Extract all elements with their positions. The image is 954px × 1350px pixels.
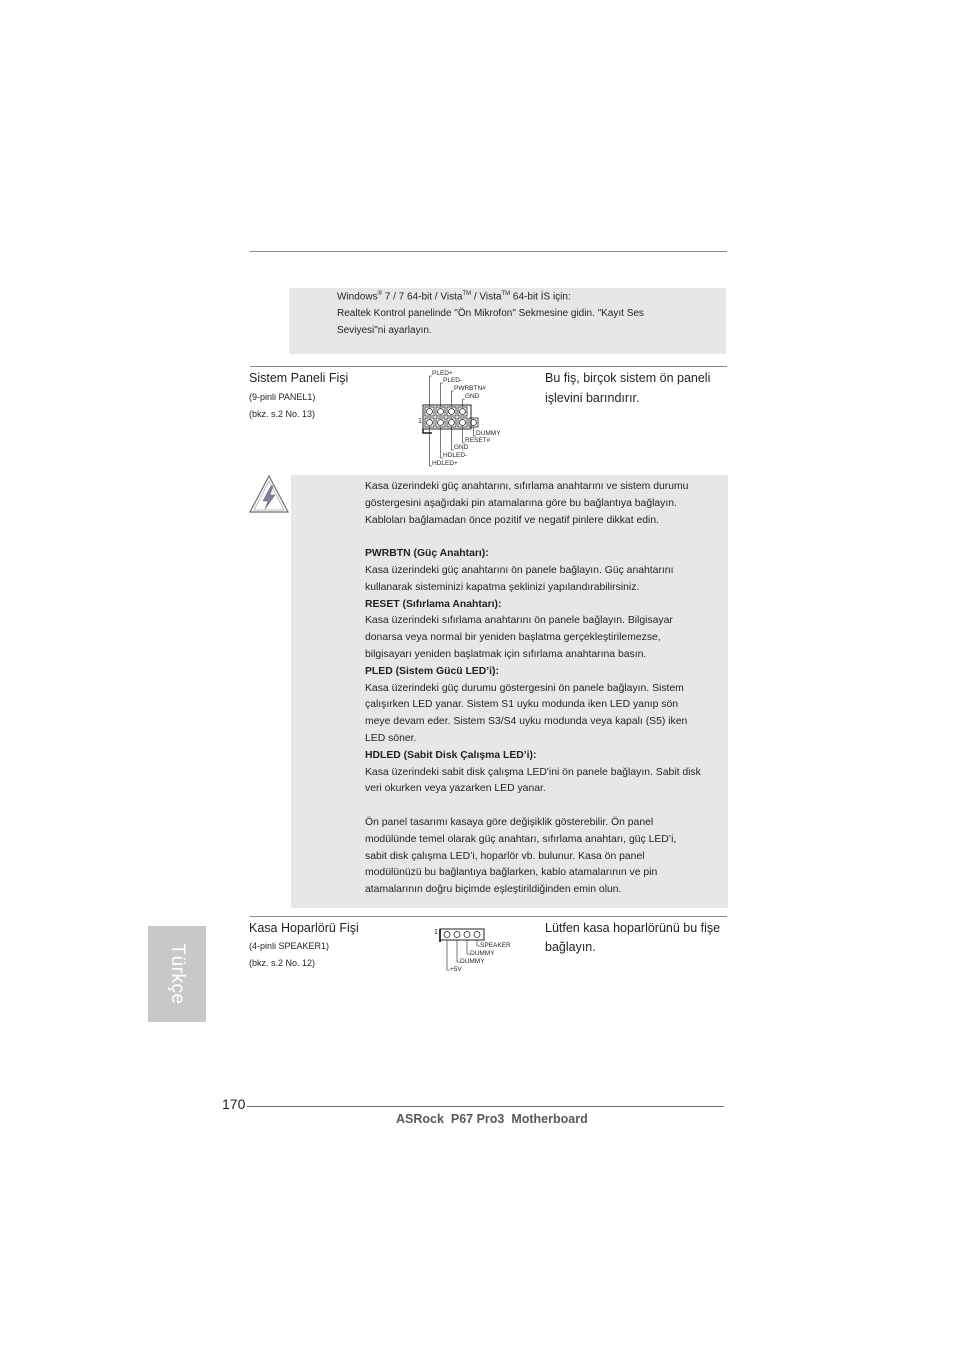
panel-header-subtitle: (9-pinli PANEL1) bbox=[249, 392, 316, 402]
reset-line: bilgisayarı yeniden başlatmak için sıfırlama anahtarına basın. bbox=[365, 648, 647, 660]
panel1-pin-label-hdled-minus: HDLED- bbox=[443, 452, 468, 459]
hdled-line: Kasa üzerindeki sabit disk çalışma LED'ini ön panele bağlayın. Sabit disk bbox=[365, 766, 701, 778]
reset-line: donarsa veya normal bir yeniden başlatma gerçekleştirilemezse, bbox=[365, 632, 661, 644]
panel-header-desc-2: işlevini barındırır. bbox=[545, 391, 640, 405]
hdled-heading: HDLED (Sabit Disk Çalışma LED’i): bbox=[365, 749, 537, 761]
speaker1-pin-label-5v: +5V bbox=[450, 966, 462, 973]
warning-intro-line: göstergesini aşağıdaki pin atamalarına göre bu bağlantıya bağlayın. bbox=[365, 497, 677, 509]
warning-text bbox=[365, 479, 730, 899]
note-line-3: Seviyesi"ni ayarlayın. bbox=[337, 325, 432, 336]
pled-line: LED söner. bbox=[365, 732, 417, 744]
language-tab-label: Türkçe bbox=[167, 943, 188, 1005]
note-line-2: Realtek Kontrol panelinde "Ön Mikrofon" Sekmesine gidin. "Kayıt Ses bbox=[337, 308, 644, 319]
panel1-pin-label-pwrbtn: PWRBTN# bbox=[454, 385, 486, 392]
warning-icon bbox=[248, 474, 290, 514]
speaker-header-ref: (bkz. s.2 No. 12) bbox=[249, 958, 316, 968]
panel-header-ref: (bkz. s.2 No. 13) bbox=[249, 409, 316, 419]
closing-line: sabit disk çalışma LED’i, hoparlör vb. bulunur. Kasa ön panel bbox=[365, 850, 645, 862]
footer-product-name: ASRock P67 Pro3 Motherboard bbox=[396, 1112, 588, 1126]
panel1-pin-one-marker: 1 bbox=[418, 418, 422, 425]
speaker-header-desc-2: bağlayın. bbox=[545, 940, 596, 954]
panel1-pin-label-pled-minus: PLED- bbox=[443, 377, 463, 384]
note-line-1: Windows® 7 / 7 64-bit / Vista™ / Vista™ 64-bit İS için: bbox=[337, 291, 571, 303]
pwrbtn-line: Kasa üzerindeki güç anahtarını ön panele bağlayın. Güç anahtarını bbox=[365, 564, 674, 576]
speaker1-pin-label-dummy-1: DUMMY bbox=[470, 950, 495, 957]
closing-line: modülünde temel olarak güç anahtarı, sıfırlama anahtarı, güç LED’i, bbox=[365, 833, 677, 845]
panel-header-title: Sistem Paneli Fişi bbox=[249, 371, 349, 385]
panel1-pin-svg bbox=[418, 368, 518, 472]
panel1-pin-label-gnd-top: GND bbox=[465, 393, 480, 400]
speaker1-pin-label-speaker: SPEAKER bbox=[480, 942, 511, 949]
closing-line: atamalarının doğru biçimde eşleştirildiğinden emin olun. bbox=[365, 884, 622, 896]
speaker1-pin-diagram bbox=[434, 926, 514, 976]
panel-header-desc-1: Bu fiş, birçok sistem ön paneli bbox=[545, 371, 711, 385]
warning-intro-line: Kasa üzerindeki güç anahtarını, sıfırlama anahtarını ve sistem durumu bbox=[365, 481, 689, 492]
speaker-header-title: Kasa Hoparlörü Fişi bbox=[249, 921, 359, 935]
speaker1-pin-one-marker: 1 bbox=[434, 929, 438, 936]
speaker-header-subtitle: (4-pinli SPEAKER1) bbox=[249, 941, 330, 951]
panel1-pin-label-dummy: DUMMY bbox=[476, 430, 501, 437]
speaker-header-desc-1: Lütfen kasa hoparlörünü bu fişe bbox=[545, 921, 721, 935]
panel-section-rule bbox=[250, 366, 727, 367]
panel1-pin-label-pled-plus: PLED+ bbox=[432, 370, 453, 377]
warning-intro-line: Kabloları bağlamadan önce pozitif ve negatif pinlere dikkat edin. bbox=[365, 514, 660, 526]
pled-line: Kasa üzerindeki güç durumu göstergesini ön panele bağlayın. Sistem bbox=[365, 682, 684, 694]
closing-line: Ön panel tasarımı kasaya göre değişiklik gösterebilir. Ön panel bbox=[365, 816, 654, 828]
pled-line: çalışırken LED yanar. Sistem S1 uyku modunda iken LED yanıp sön bbox=[365, 699, 679, 711]
language-tab bbox=[148, 926, 206, 1022]
pled-heading: PLED (Sistem Gücü LED’i): bbox=[365, 665, 499, 677]
reset-heading: RESET (Sıfırlama Anahtarı): bbox=[365, 598, 502, 610]
speaker-section-rule bbox=[250, 916, 727, 917]
speaker1-pin-label-dummy-2: DUMMY bbox=[460, 958, 485, 965]
panel1-pin-label-hdled-plus: HDLED+ bbox=[432, 460, 458, 467]
panel1-pin-diagram bbox=[418, 368, 518, 472]
panel1-pin-label-gnd-bottom: GND bbox=[454, 444, 469, 451]
pled-line: meye devam eder. Sistem S3/S4 uyku modunda veya kapalı (S5) iken bbox=[365, 716, 688, 728]
top-rule bbox=[250, 251, 727, 252]
pwrbtn-line: kullanarak sisteminizi kapatma şeklinizi yapılandırabilirsiniz. bbox=[365, 581, 640, 593]
panel1-pin-label-reset: RESET# bbox=[465, 437, 491, 444]
closing-line: modülünüzü bu bağlantıya bağlarken, kablo atamalarının ve pin bbox=[365, 867, 658, 879]
pwrbtn-heading: PWRBTN (Güç Anahtarı): bbox=[365, 548, 489, 560]
footer-rule bbox=[247, 1106, 724, 1107]
reset-line: Kasa üzerindeki sıfırlama anahtarını ön panele bağlayın. Bilgisayar bbox=[365, 615, 673, 627]
hdled-line: veri okurken veya yazarken LED yanar. bbox=[365, 783, 546, 795]
warning-triangle-svg bbox=[248, 474, 290, 514]
page-number: 170 bbox=[222, 1096, 246, 1112]
